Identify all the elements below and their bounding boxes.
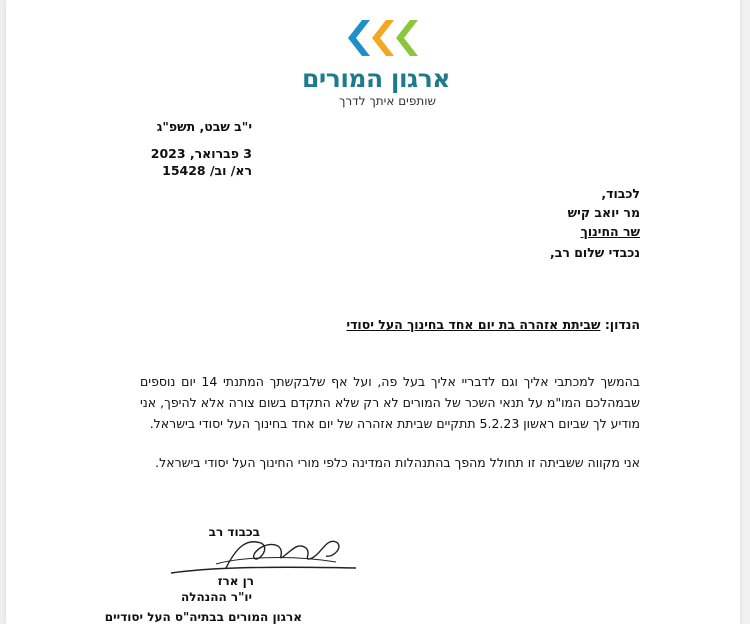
org-name: ארגון המורים xyxy=(302,64,450,93)
recipient-title: שר החינוך xyxy=(580,224,640,239)
signer-title: יו"ר ההנהלה xyxy=(181,590,252,604)
org-tagline: שותפים איתך לדרך xyxy=(338,94,436,108)
body-paragraph-1: בהמשך למכתבי אליך וגם לדבריי אליך בעל פה, ועל אף שלבקשתך המתנתי 14 יום נוספים שבמהלכם המו"מ על תנאי השכר של המורים לא רק שלא התקדם בשום צורה אלא להיפך, אני מודיע לך שביום ראשון 5.2.23 תתקיים שביתת אזהרה של יום אחד בחינוך העל יסודי בישראל. xyxy=(140,374,640,431)
signer-org: ארגון המורים בבתיה"ס העל יסודיים xyxy=(104,610,302,624)
body-paragraph-2: אני מקווה ששביתה זו תחולל מהפך בהתנהלות המדינה כלפי מורי החינוך העל יסודי בישראל. xyxy=(155,455,640,470)
letter-page xyxy=(6,0,740,624)
recipient-name: מר יואב קיש xyxy=(567,205,640,220)
subject-label: הנדון: xyxy=(604,317,640,332)
recipient-block xyxy=(568,184,640,241)
hebrew-date: י"ב שבט, תשפ"ג xyxy=(156,119,252,134)
subject-text: שביתת אזהרה בת יום אחד בחינוך העל יסודי xyxy=(346,317,601,332)
signer-name: רן ארז xyxy=(217,574,254,588)
greeting: נכבדי שלום רב, xyxy=(549,245,640,260)
closing: בכבוד רב xyxy=(208,525,260,539)
handwritten-signature xyxy=(166,528,366,588)
recipient-salutation: לכבוד, xyxy=(601,186,640,201)
gregorian-date: 3 פברואר, 2023 xyxy=(150,146,252,161)
reference-number: רא/ וב/ 15428 xyxy=(162,163,252,178)
subject-line xyxy=(346,317,640,332)
date-block xyxy=(151,118,252,179)
chevrons-logo-icon xyxy=(344,18,424,62)
